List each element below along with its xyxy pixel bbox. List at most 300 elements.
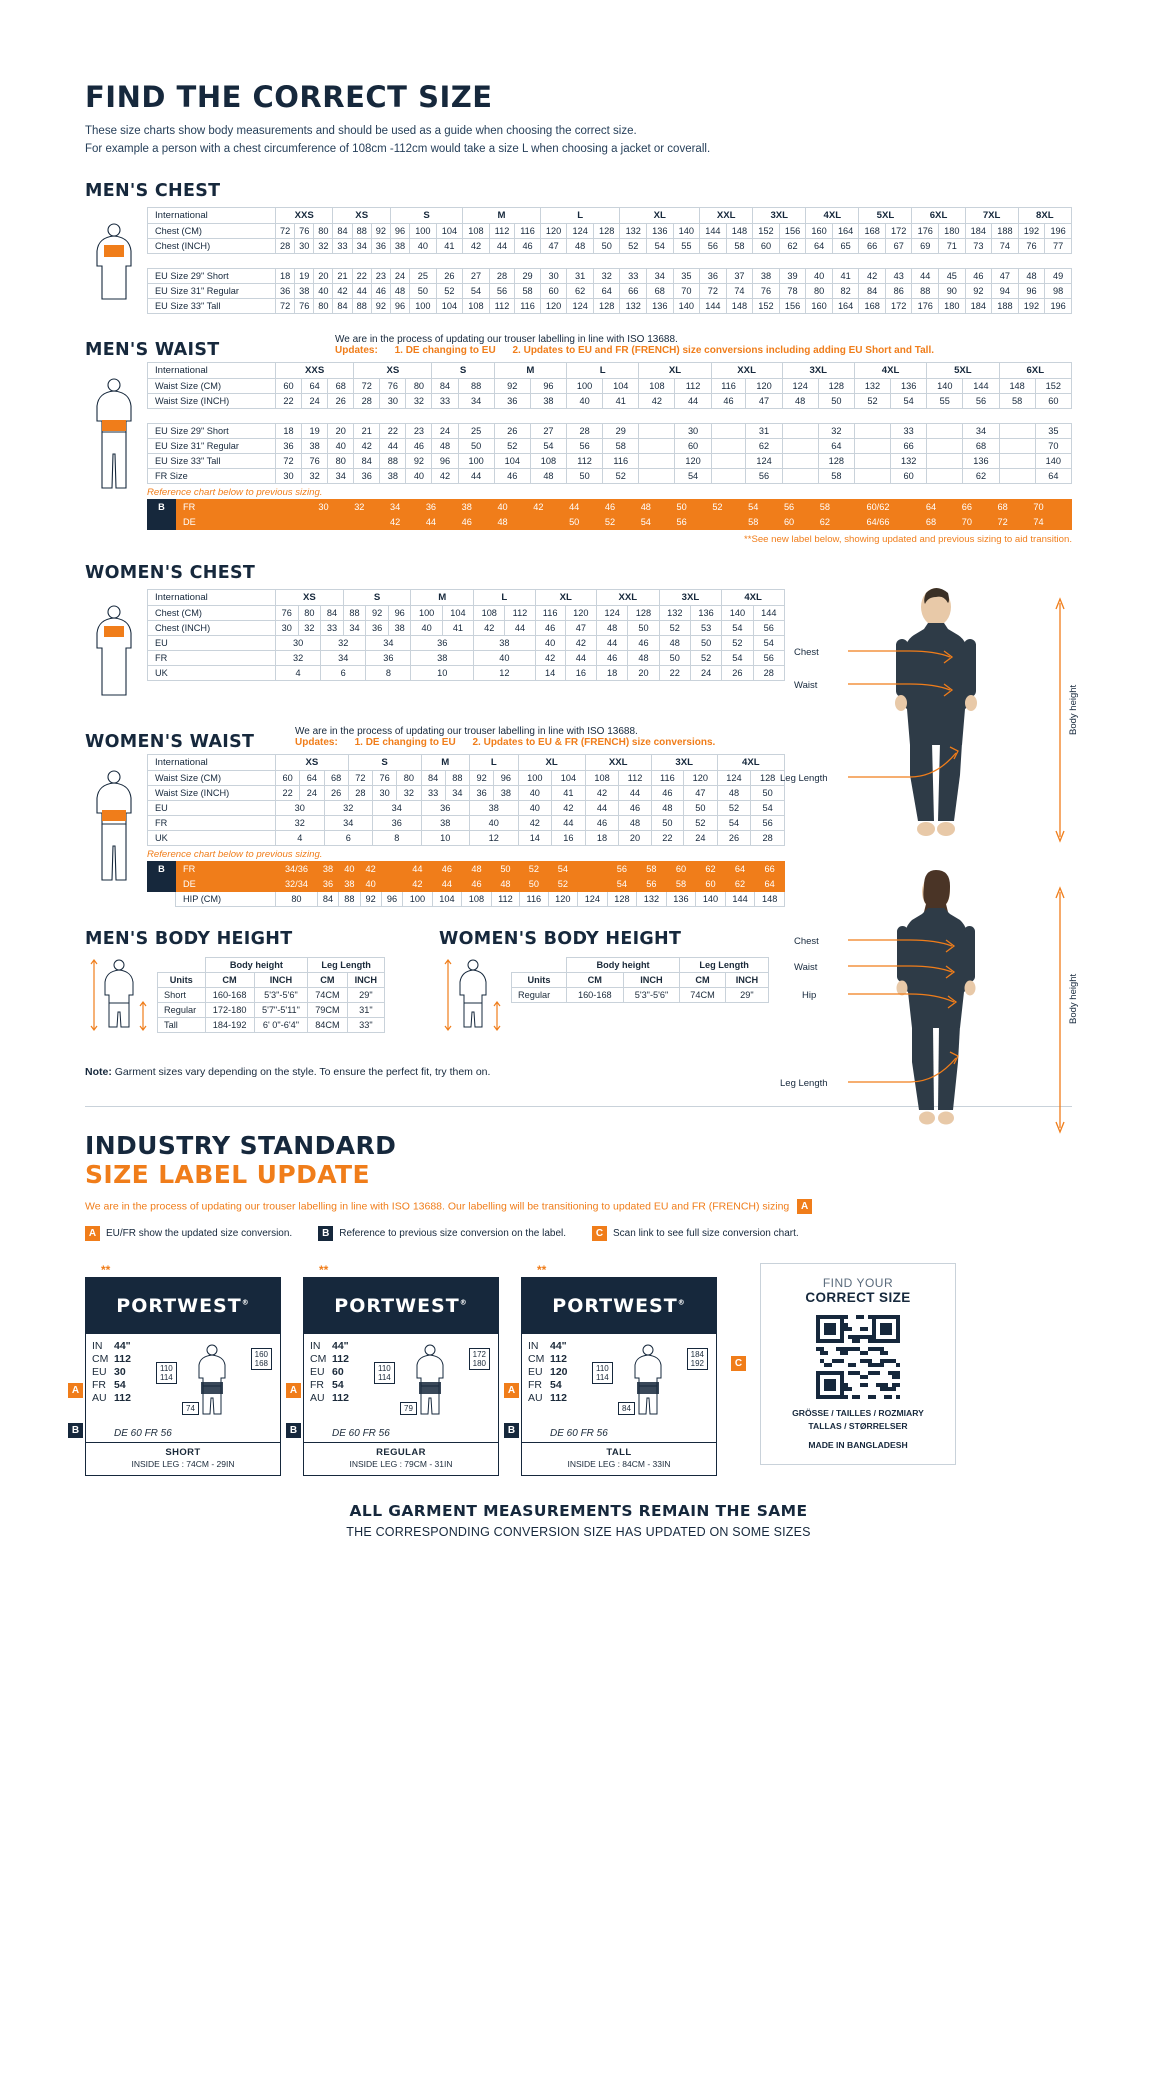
- table-cell: 38: [388, 620, 411, 635]
- table-cell: 64: [725, 861, 755, 876]
- table-header-cell: INCH: [725, 972, 768, 987]
- table-cell: 140: [673, 223, 700, 238]
- label-code-row: [92, 1340, 154, 1353]
- legend-text-a: EU/FR show the updated size conversion.: [106, 1227, 293, 1239]
- table-cell: 32/34: [276, 876, 318, 891]
- label-mini-left: 110 114: [374, 1362, 395, 1384]
- table-cell: 22: [276, 393, 302, 408]
- table-cell: 112: [675, 378, 711, 393]
- table-cell: 48: [619, 815, 651, 830]
- table-cell: 96: [432, 453, 458, 468]
- table-cell: 24: [390, 268, 409, 283]
- table-row: [148, 605, 785, 620]
- label-mini-bottom: 84: [618, 1402, 635, 1415]
- row-label: Chest (CM): [148, 605, 276, 620]
- label-stars: **: [101, 1262, 111, 1277]
- table-cell: 128: [593, 298, 620, 313]
- table-cell: [999, 453, 1035, 468]
- table-cell: 88: [445, 770, 469, 785]
- table-cell: 18: [597, 665, 628, 680]
- table-cell: 66: [891, 438, 927, 453]
- table-cell: 79CM: [308, 1002, 347, 1017]
- mens-waist-figure: [85, 362, 147, 499]
- table-cell: 50: [458, 438, 494, 453]
- label-code-key: AU: [310, 1392, 325, 1405]
- legend-badge-a: A: [85, 1226, 100, 1241]
- table-cell: 60: [891, 468, 927, 483]
- label-code-key: IN: [92, 1339, 103, 1352]
- table-cell: 62: [746, 438, 782, 453]
- table-cell: 34: [647, 268, 674, 283]
- table-cell: [276, 499, 291, 514]
- bottom-line-1: ALL GARMENT MEASUREMENTS REMAIN THE SAME: [349, 1501, 808, 1520]
- table-cell: 44: [432, 876, 462, 891]
- row-label: HIP (CM): [176, 891, 276, 906]
- table-cell: 46: [432, 861, 462, 876]
- label-code-value: 112: [332, 1392, 349, 1405]
- table-row-previous: [148, 514, 1072, 529]
- page-title: FIND THE CORRECT SIZE: [85, 80, 493, 114]
- table-cell: 43: [885, 268, 912, 283]
- table-cell: [927, 453, 963, 468]
- table-header-cell: XL: [518, 754, 585, 770]
- table-cell: 32: [276, 650, 321, 665]
- table-header-cell: S: [343, 589, 411, 605]
- table-cell: 54: [530, 438, 566, 453]
- table-cell: 56: [489, 283, 515, 298]
- table-cell: 60: [1035, 393, 1071, 408]
- table-cell: 34: [458, 393, 494, 408]
- table-cell: 36: [317, 876, 338, 891]
- table-cell: 32: [298, 620, 321, 635]
- table-row: [148, 438, 1072, 453]
- table-cell: 36: [373, 815, 422, 830]
- table-cell: 58: [735, 514, 771, 529]
- row-label: Chest (INCH): [148, 620, 276, 635]
- table-cell: 96: [390, 223, 409, 238]
- table-cell: 34: [445, 785, 469, 800]
- table-cell: 28: [354, 393, 380, 408]
- table-row: [148, 815, 785, 830]
- table-cell: [639, 468, 675, 483]
- table-cell: 73: [965, 238, 992, 253]
- table-cell: 22: [651, 830, 683, 845]
- table-cell: [854, 423, 890, 438]
- table-cell: 12: [474, 665, 535, 680]
- table-cell: 148: [755, 891, 785, 906]
- table-row: [148, 468, 1072, 483]
- table-cell: 33": [347, 1017, 384, 1032]
- label-badge-a: A: [504, 1383, 519, 1398]
- table-cell: 48: [597, 620, 628, 635]
- label-body: [522, 1334, 716, 1426]
- table-cell: 34: [343, 620, 366, 635]
- label-bodyheight-male: Body height: [1068, 684, 1079, 735]
- womens-body-height-figure: [439, 957, 511, 1038]
- label-code-row: [528, 1366, 590, 1379]
- table-cell: 160-168: [566, 987, 623, 1002]
- table-cell: 92: [360, 891, 381, 906]
- table-row: [148, 453, 1072, 468]
- table-cell: 52: [436, 283, 463, 298]
- table-row-previous: [148, 861, 785, 876]
- label-code-value: 44": [332, 1339, 349, 1352]
- table-cell: 46: [651, 785, 683, 800]
- table-header-cell: Units: [158, 972, 206, 987]
- table-cell: 58: [515, 283, 541, 298]
- table-cell: 124: [782, 378, 818, 393]
- table-cell: 132: [659, 605, 690, 620]
- table-cell: 5'7"-5'11": [254, 1002, 308, 1017]
- table-cell: 74CM: [680, 987, 726, 1002]
- badge-b-cell: B: [148, 861, 176, 876]
- table-cell: 27: [530, 423, 566, 438]
- table-cell: [782, 453, 818, 468]
- label-code-row: [92, 1392, 154, 1405]
- table-cell: 96: [388, 605, 411, 620]
- table-cell: 55: [673, 238, 700, 253]
- table-header-cell: CM: [680, 972, 726, 987]
- row-label: Waist Size (INCH): [148, 785, 276, 800]
- table-cell: 46: [515, 238, 541, 253]
- table-cell: 6' 0"-6'4": [254, 1017, 308, 1032]
- mens-waist-update-1: 1. DE changing to EU: [394, 344, 496, 356]
- table-cell: 30: [276, 635, 321, 650]
- table-cell: 52: [494, 438, 530, 453]
- qr-languages: GRÖSSE / TAILLES / ROZMIARY TALLAS / STØRRELSER: [792, 1407, 924, 1431]
- table-cell: 5'3"-5'6": [623, 987, 680, 1002]
- table-cell: 78: [779, 283, 806, 298]
- table-cell: 76: [295, 223, 314, 238]
- intro-line-1: These size charts show body measurements and should be used as a guide when choosing the correct size.: [85, 125, 637, 137]
- table-cell: 66: [755, 861, 785, 876]
- table-cell: 33: [421, 785, 445, 800]
- table-cell: 40: [470, 815, 519, 830]
- table-cell: 60: [696, 876, 726, 891]
- table-cell: 80: [276, 891, 318, 906]
- table-cell: [639, 453, 675, 468]
- table-cell: 156: [779, 223, 806, 238]
- table-cell: 30: [380, 393, 406, 408]
- table-header-cell: XXS: [276, 207, 333, 223]
- label-code-row: [528, 1392, 590, 1405]
- table-cell: 47: [540, 238, 567, 253]
- table-header-cell: 6XL: [912, 207, 965, 223]
- table-row: [158, 957, 385, 972]
- table-cell: [854, 453, 890, 468]
- qr-card[interactable]: [760, 1263, 956, 1466]
- table-cell: 58: [637, 861, 667, 876]
- table-cell: [999, 468, 1035, 483]
- label-inside-leg: INSIDE LEG : 84CM - 33IN: [567, 1459, 671, 1470]
- table-header-cell: L: [474, 589, 535, 605]
- table-cell: 64: [806, 238, 833, 253]
- table-row: [148, 423, 1072, 438]
- mens-chest-table: [147, 207, 1072, 314]
- table-cell: 25: [410, 268, 437, 283]
- table-cell: 92: [371, 298, 390, 313]
- table-cell: 88: [380, 453, 406, 468]
- table-cell: 196: [1045, 298, 1072, 313]
- table-header-cell: 3XL: [753, 207, 806, 223]
- table-cell: 56: [963, 393, 999, 408]
- table-cell: 44: [552, 815, 586, 830]
- qr-code-icon[interactable]: [816, 1315, 900, 1399]
- table-cell: 44: [565, 650, 596, 665]
- table-cell: 38: [494, 785, 518, 800]
- table-cell: 34: [352, 238, 371, 253]
- table-cell: 92: [470, 770, 494, 785]
- row-label: DE: [176, 514, 276, 529]
- table-cell: 38: [530, 393, 566, 408]
- table-cell: 36: [366, 650, 411, 665]
- table-cell: 64: [1035, 468, 1071, 483]
- table-cell: 46: [449, 514, 485, 529]
- label-code-key: AU: [92, 1392, 107, 1405]
- table-cell: 6: [324, 830, 373, 845]
- mens-waist-table: [147, 362, 1072, 484]
- table-cell: 92: [366, 605, 389, 620]
- table-cell: 132: [854, 378, 890, 393]
- row-label: DE: [176, 876, 276, 891]
- table-row: [148, 620, 785, 635]
- row-label: EU Size 29" Short: [148, 423, 276, 438]
- table-cell: [711, 453, 746, 468]
- table-cell: 22: [659, 665, 690, 680]
- table-cell: 54: [753, 635, 784, 650]
- table-cell: 50: [818, 393, 854, 408]
- table-cell: 112: [567, 453, 603, 468]
- table-row: [148, 800, 785, 815]
- table-cell: 52: [854, 393, 890, 408]
- table-cell: 68: [963, 438, 999, 453]
- table-cell: 48: [567, 238, 594, 253]
- table-cell: 104: [432, 891, 462, 906]
- table-cell: 28: [567, 423, 603, 438]
- table-cell: 29: [603, 423, 639, 438]
- table-cell: 50: [410, 283, 437, 298]
- qr-title: FIND YOUR CORRECT SIZE: [769, 1276, 947, 1305]
- table-cell: [927, 438, 963, 453]
- table-cell: 36: [371, 238, 390, 253]
- table-cell: 20: [628, 665, 659, 680]
- table-cell: 108: [530, 453, 566, 468]
- table-cell: 46: [494, 468, 530, 483]
- table-cell: 42: [859, 268, 886, 283]
- table-header-cell: 8XL: [1018, 207, 1071, 223]
- table-cell: 84: [321, 605, 344, 620]
- bottom-line-2: THE CORRESPONDING CONVERSION SIZE HAS UPDATED ON SOME SIZES: [346, 1524, 811, 1539]
- table-header-cell: 7XL: [965, 207, 1018, 223]
- table-cell: 38: [449, 499, 485, 514]
- row-label: FR: [176, 499, 276, 514]
- table-cell: 32: [818, 423, 854, 438]
- table-cell: 68: [647, 283, 674, 298]
- table-cell: 160-168: [205, 987, 254, 1002]
- female-model-block: [760, 870, 1080, 1155]
- table-cell: 54: [628, 514, 664, 529]
- section-title-mens-waist: MEN'S WAIST: [85, 339, 220, 360]
- table-cell: 76: [753, 283, 780, 298]
- size-label-card: [71, 1262, 281, 1476]
- badge-b-cell: [148, 514, 176, 529]
- table-cell: 38: [411, 650, 474, 665]
- table-cell: 92: [965, 283, 992, 298]
- table-cell: 52: [700, 499, 736, 514]
- table-header-cell: 3XL: [782, 362, 854, 378]
- table-cell: 100: [410, 223, 437, 238]
- table-cell: 48: [432, 438, 458, 453]
- womens-waist-update-note: [295, 726, 785, 748]
- table-cell: 84: [859, 283, 886, 298]
- table-cell: 47: [565, 620, 596, 635]
- label-previous-sizing: DE 60 FR 56: [114, 1427, 172, 1439]
- table-cell: 50: [628, 620, 659, 635]
- row-label: FR Size: [148, 468, 276, 483]
- section-title-womens-waist: WOMEN'S WAIST: [85, 731, 255, 752]
- table-cell: 29": [347, 987, 384, 1002]
- legend-text-c: Scan link to see full size conversion chart.: [613, 1227, 799, 1239]
- table-cell: 100: [403, 891, 433, 906]
- table-cell: [711, 423, 746, 438]
- table-cell: 86: [885, 283, 912, 298]
- table-cell: 33: [333, 238, 352, 253]
- table-cell: 90: [939, 283, 966, 298]
- qr-title-big: CORRECT SIZE: [805, 1289, 911, 1305]
- label-previous-sizing: DE 60 FR 56: [550, 1427, 608, 1439]
- label-fit-name: SHORT: [165, 1446, 201, 1458]
- table-row: [148, 770, 785, 785]
- table-cell: 56: [567, 438, 603, 453]
- table-cell: 58: [999, 393, 1035, 408]
- table-cell: 104: [603, 378, 639, 393]
- table-header-cell: INCH: [254, 972, 308, 987]
- table-cell: [711, 468, 746, 483]
- table-header-cell: S: [432, 362, 494, 378]
- male-model-block: [760, 585, 1080, 860]
- row-label: Tall: [158, 1017, 206, 1032]
- womens-waist-updates-prefix: Updates:: [295, 736, 338, 748]
- table-cell: 52: [684, 815, 718, 830]
- mens-waist-footnote: **See new label below, showing updated and previous sizing to aid transition.: [743, 533, 1072, 545]
- table-cell: 56: [753, 620, 784, 635]
- table-cell: [1056, 499, 1071, 514]
- table-row-previous: [148, 499, 1072, 514]
- table-header-cell: Body height: [566, 957, 679, 972]
- table-spacer: [148, 408, 1072, 423]
- table-cell: 76: [380, 378, 406, 393]
- table-cell: 140: [673, 298, 700, 313]
- label-leglength-female: Leg Length: [780, 1078, 828, 1089]
- table-cell: 40: [410, 238, 437, 253]
- label-figure: [590, 1340, 710, 1426]
- table-cell: 40: [806, 268, 833, 283]
- table-cell: 36: [276, 283, 295, 298]
- table-cell: 68: [913, 514, 949, 529]
- table-cell: 52: [659, 620, 690, 635]
- table-cell: 42: [639, 393, 675, 408]
- label-box: [85, 1277, 281, 1476]
- row-label: Regular: [512, 987, 567, 1002]
- table-row: [148, 635, 785, 650]
- table-cell: [782, 438, 818, 453]
- table-cell: [711, 438, 746, 453]
- table-cell: 34: [373, 800, 422, 815]
- label-code-value: 30: [114, 1365, 126, 1378]
- table-cell: 26: [717, 830, 751, 845]
- table-cell: 176: [912, 298, 939, 313]
- table-header-cell: XL: [639, 362, 711, 378]
- label-body: [86, 1334, 280, 1426]
- table-cell: 33: [321, 620, 344, 635]
- table-cell: 55: [927, 393, 963, 408]
- table-cell: 46: [585, 815, 619, 830]
- label-code-value: 60: [332, 1365, 344, 1378]
- table-cell: 30: [276, 620, 299, 635]
- table-cell: [578, 876, 608, 891]
- label-fit-name: REGULAR: [376, 1446, 426, 1458]
- table-cell: 70: [673, 283, 700, 298]
- table-cell: 54: [607, 876, 637, 891]
- row-label: EU Size 33" Tall: [148, 453, 276, 468]
- table-cell: 46: [711, 393, 746, 408]
- row-label: UK: [148, 830, 276, 845]
- table-cell: 38: [753, 268, 780, 283]
- table-cell: 64: [593, 283, 620, 298]
- table-cell: 16: [552, 830, 586, 845]
- table-cell: 21: [333, 268, 352, 283]
- table-cell: 136: [666, 891, 696, 906]
- table-cell: [999, 423, 1035, 438]
- table-cell: 70: [949, 514, 985, 529]
- label-code-row: [92, 1366, 154, 1379]
- table-cell: 12: [470, 830, 519, 845]
- size-label-card: [289, 1262, 499, 1476]
- table-cell: 92: [371, 223, 390, 238]
- table-cell: 10: [411, 665, 474, 680]
- table-cell: 34/36: [276, 861, 318, 876]
- table-cell: 112: [489, 298, 515, 313]
- table-cell: 140: [696, 891, 726, 906]
- table-cell: 128: [818, 453, 854, 468]
- table-header-cell: XS: [333, 207, 390, 223]
- label-bodyheight-female: Body height: [1068, 973, 1079, 1024]
- table-cell: 50: [664, 499, 700, 514]
- table-cell: 18: [276, 423, 302, 438]
- table-cell: 44: [458, 468, 494, 483]
- table-cell: 24: [690, 665, 721, 680]
- table-cell: 32: [324, 800, 373, 815]
- table-header-cell: Body height: [205, 957, 308, 972]
- table-cell: 44: [403, 861, 433, 876]
- table-cell: 196: [1045, 223, 1072, 238]
- table-cell: 74CM: [308, 987, 347, 1002]
- table-cell: 36: [366, 620, 389, 635]
- table-cell: 34: [963, 423, 999, 438]
- table-cell: 172: [885, 298, 912, 313]
- table-cell: [927, 468, 963, 483]
- table-cell: 112: [505, 605, 535, 620]
- table-cell: 26: [436, 268, 463, 283]
- table-spacer: [148, 253, 1072, 268]
- table-cell: 40: [339, 861, 360, 876]
- table-cell: 48: [390, 283, 409, 298]
- label-badge-a: A: [68, 1383, 83, 1398]
- table-cell: 68: [324, 770, 348, 785]
- table-cell: 45: [939, 268, 966, 283]
- table-cell: 56: [753, 650, 784, 665]
- label-mini-right: 172 180: [469, 1348, 490, 1370]
